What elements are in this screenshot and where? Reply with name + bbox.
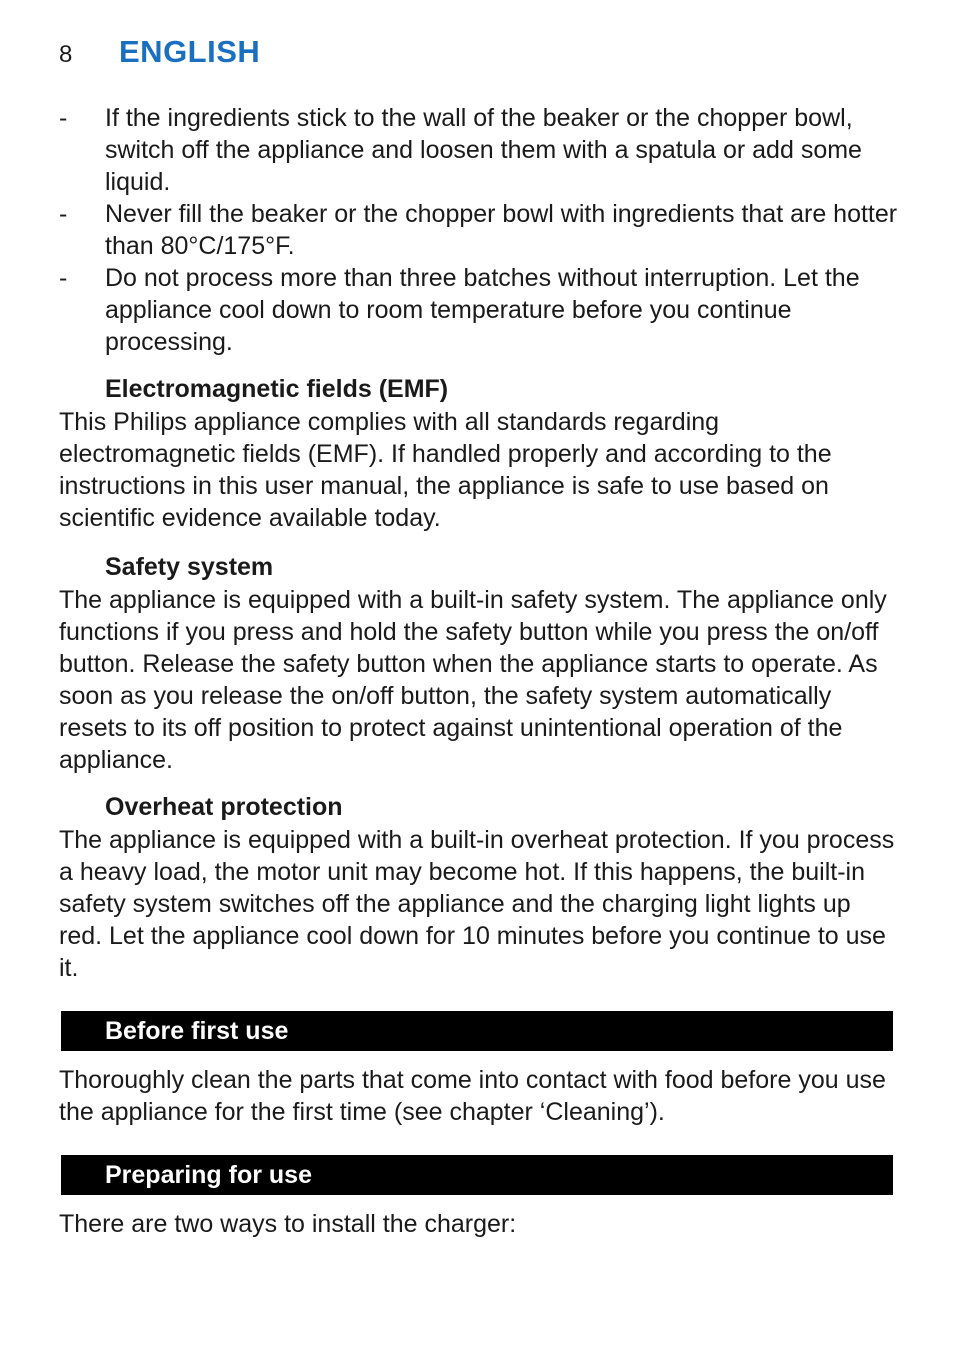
language-title: ENGLISH [119,34,261,69]
list-item-text: If the ingredients stick to the wall of the beaker or the chopper bowl, switch off the appliance and loosen them with a spatula or add some liquid. [105,104,862,196]
bullet-dash: - [59,104,68,132]
warning-list [59,102,899,358]
emf-heading: Electromagnetic fields (EMF) [105,375,449,403]
emf-paragraph: This Philips appliance complies with all standards regarding electromagnetic fields (EMF). If handled properly and according to the instructions in this user manual, the appliance is safe to use based on scientific evidence available today. [59,408,832,532]
list-item-text: Never fill the beaker or the chopper bowl with ingredients that are hotter than 80°C/175°F. [105,200,898,260]
safety-system-heading: Safety system [105,553,274,581]
safety-system-paragraph: The appliance is equipped with a built-in safety system. The appliance only functions if you press and hold the safety button while you press the on/off button. Release the safety button when the appliance starts to operate. As soon as you release the on/off button, the safety system automatically resets to its off position to protect against unintentional operation of the appliance. [59,586,887,774]
page-number: 8 [59,41,73,68]
overheat-paragraph: The appliance is equipped with a built-in overheat protection. If you process a heavy load, the motor unit may become hot. If this happens, the built-in safety system switches off the appliance and the charging light lights up red. Let the appliance cool down for 10 minutes before you continue to use it. [59,826,895,982]
list-item-text: Do not process more than three batches without interruption. Let the appliance cool down to room temperature before you continue processing. [105,264,860,356]
preparing-for-use-heading: Preparing for use [105,1161,312,1189]
before-first-use-bar [61,1011,893,1051]
before-first-use-paragraph: Thoroughly clean the parts that come into contact with food before you use the appliance for the first time (see chapter ‘Cleaning’). [59,1066,886,1126]
list-item [59,102,899,198]
preparing-for-use-paragraph: There are two ways to install the charger: [59,1210,517,1238]
preparing-for-use-bar [61,1155,893,1195]
list-item [59,198,899,262]
page-header [59,34,260,70]
overheat-heading: Overheat protection [105,793,343,821]
before-first-use-heading: Before first use [105,1017,289,1045]
bullet-dash: - [59,200,68,228]
list-item [59,262,899,358]
bullet-dash: - [59,264,68,292]
